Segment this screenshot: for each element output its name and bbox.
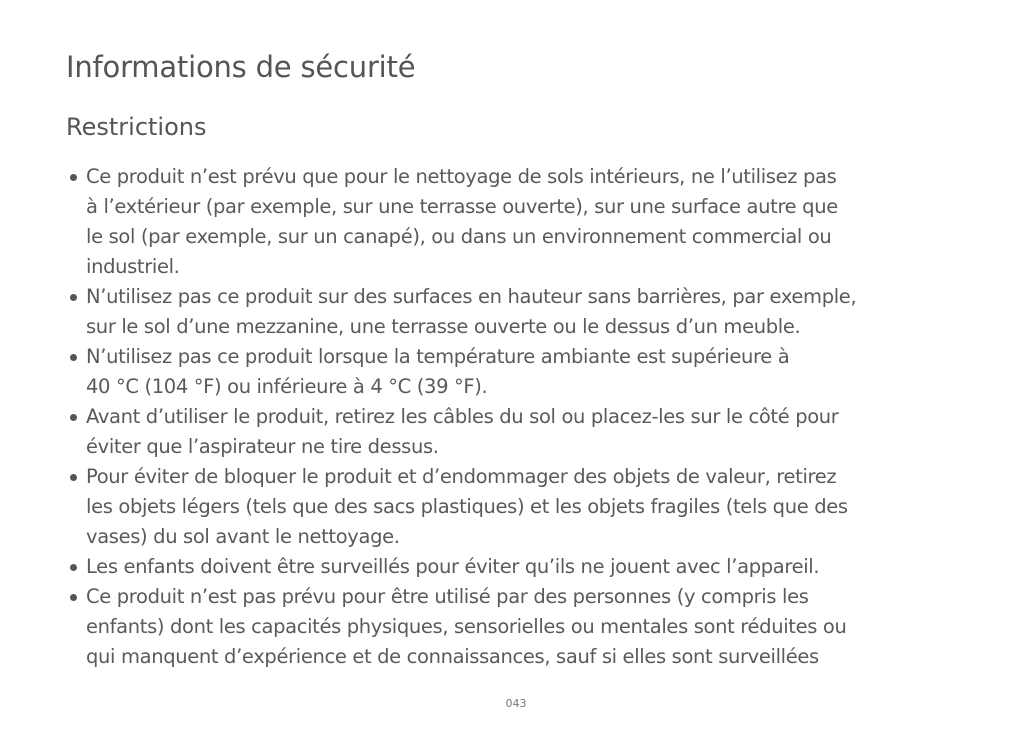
bullet-icon — [70, 294, 77, 301]
list-item-line: Avant d’utiliser le produit, retirez les câbles du sol ou placez-les sur le côté pour — [86, 405, 839, 428]
restrictions-list — [66, 162, 976, 672]
list-item-line: N’utilisez pas ce produit lorsque la température ambiante est supérieure à — [86, 345, 790, 368]
list-item-line: Pour éviter de bloquer le produit et d’endommager des objets de valeur, retirez — [86, 465, 837, 488]
page-title: Informations de sécurité — [66, 50, 416, 84]
list-item-line: les objets légers (tels que des sacs plastiques) et les objets fragiles (tels que des — [86, 495, 848, 518]
bullet-icon — [70, 594, 77, 601]
list-item-line: Ce produit n’est pas prévu pour être utilisé par des personnes (y compris les — [86, 585, 809, 608]
list-item — [66, 162, 976, 282]
list-item — [66, 462, 976, 552]
section-heading: Restrictions — [66, 113, 207, 141]
list-item-line: à l’extérieur (par exemple, sur une terrasse ouverte), sur une surface autre que — [86, 195, 838, 218]
list-item-line: le sol (par exemple, sur un canapé), ou dans un environnement commercial ou — [86, 225, 832, 248]
bullet-icon — [70, 414, 77, 421]
list-item — [66, 582, 976, 672]
bullet-icon — [70, 564, 77, 571]
list-item — [66, 282, 976, 342]
list-item-line: qui manquent d’expérience et de connaissances, sauf si elles sont surveillées — [86, 645, 819, 668]
list-item-line: Ce produit n’est prévu que pour le nettoyage de sols intérieurs, ne l’utilisez pas — [86, 165, 837, 188]
bullet-icon — [70, 174, 77, 181]
bullet-icon — [70, 354, 77, 361]
list-item-line: vases) du sol avant le nettoyage. — [86, 525, 400, 548]
list-item-line: 40 °C (104 °F) ou inférieure à 4 °C (39 °F). — [86, 375, 488, 398]
list-item-line: industriel. — [86, 255, 180, 278]
list-item-line: Les enfants doivent être surveillés pour éviter qu’ils ne jouent avec l’appareil. — [86, 555, 820, 578]
list-item — [66, 402, 976, 462]
list-item — [66, 342, 976, 402]
list-item-line: N’utilisez pas ce produit sur des surfaces en hauteur sans barrières, par exemple, — [86, 285, 857, 308]
list-item-line: sur le sol d’une mezzanine, une terrasse ouverte ou le dessus d’un meuble. — [86, 315, 801, 338]
list-item — [66, 552, 976, 582]
page-number: 043 — [505, 697, 527, 710]
list-item-line: enfants) dont les capacités physiques, sensorielles ou mentales sont réduites ou — [86, 615, 847, 638]
list-item-line: éviter que l’aspirateur ne tire dessus. — [86, 435, 439, 458]
bullet-icon — [70, 474, 77, 481]
